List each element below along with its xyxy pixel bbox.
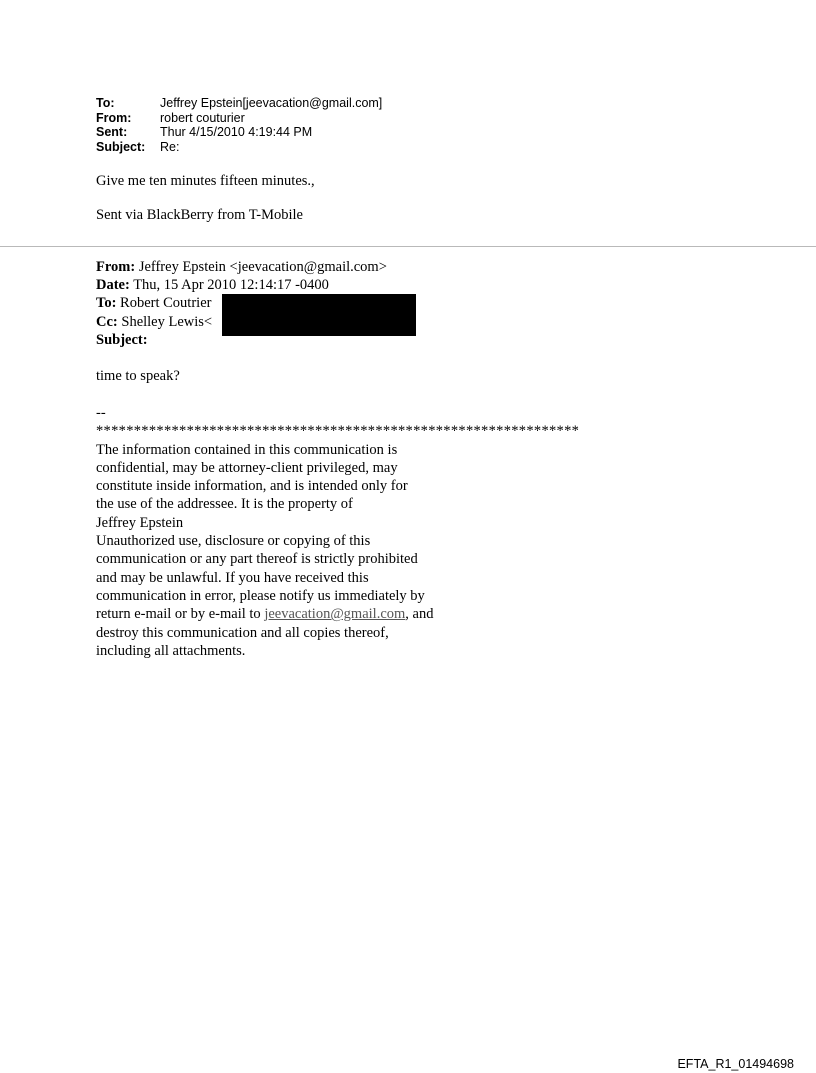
header-to-row xyxy=(96,96,382,111)
subject-value: Re: xyxy=(160,139,180,154)
document-id: EFTA_R1_01494698 xyxy=(677,1057,794,1071)
sent-value: Thur 4/15/2010 4:19:44 PM xyxy=(160,125,313,139)
to-label: To: xyxy=(96,96,115,110)
original-cc-label: Cc: xyxy=(96,313,118,330)
original-to-label: To: xyxy=(96,295,117,312)
from-label: From: xyxy=(96,110,132,125)
email-header xyxy=(96,96,382,154)
signature-dashes: -- xyxy=(96,405,106,421)
email-suffix: , and xyxy=(405,606,434,623)
disclaimer-line: the use of the addressee. It is the property of xyxy=(96,496,353,513)
subject-label: Subject: xyxy=(96,139,146,154)
disclaimer-email-line xyxy=(96,605,579,623)
original-body: time to speak? xyxy=(96,368,180,384)
disclaimer-line: Jeffrey Epstein xyxy=(96,514,184,531)
original-date-label: Date: xyxy=(96,277,130,294)
original-subject-label: Subject: xyxy=(96,331,148,348)
header-sent-row xyxy=(96,125,382,140)
disclaimer-line: destroy this communication and all copies thereof, xyxy=(96,624,389,641)
original-to-value: Robert Coutrier xyxy=(116,295,212,312)
disclaimer-line: communication in error, please notify us immediately by xyxy=(96,587,425,604)
header-subject-row xyxy=(96,140,382,155)
original-cc-value: Shelley Lewis< xyxy=(117,313,213,330)
original-date-row xyxy=(96,276,387,294)
disclaimer-line: including all attachments. xyxy=(96,642,246,659)
reply-signature: Sent via BlackBerry from T-Mobile xyxy=(96,207,303,223)
original-from-label: From: xyxy=(96,259,136,275)
original-date-value: Thu, 15 Apr 2010 12:14:17 -0400 xyxy=(129,277,329,294)
email-link[interactable]: jeevacation@gmail.com xyxy=(264,606,406,623)
disclaimer-block xyxy=(96,404,579,660)
disclaimer-line: constitute inside information, and is intended only for xyxy=(96,478,408,495)
redaction-block xyxy=(222,294,416,336)
disclaimer-line: communication or any part thereof is strictly prohibited xyxy=(96,551,418,568)
divider xyxy=(0,246,816,247)
header-from-row xyxy=(96,111,382,126)
disclaimer-line: confidential, may be attorney-client privileged, may xyxy=(96,459,398,476)
reply-body: Give me ten minutes fifteen minutes., xyxy=(96,173,315,189)
disclaimer-line: Unauthorized use, disclosure or copying of this xyxy=(96,533,371,550)
email-prefix: return e-mail or by e-mail to xyxy=(96,606,265,623)
sent-label: Sent: xyxy=(96,125,128,139)
disclaimer-line: and may be unlawful. If you have received this xyxy=(96,569,369,586)
to-value: Jeffrey Epstein[jeevacation@gmail.com] xyxy=(160,96,383,110)
original-from-row xyxy=(96,258,387,276)
signature-stars: **************************************************************** xyxy=(96,423,580,440)
disclaimer-line: The information contained in this communication is xyxy=(96,441,398,458)
original-from-value: Jeffrey Epstein <jeevacation@gmail.com> xyxy=(135,259,387,275)
from-value: robert couturier xyxy=(160,110,245,125)
